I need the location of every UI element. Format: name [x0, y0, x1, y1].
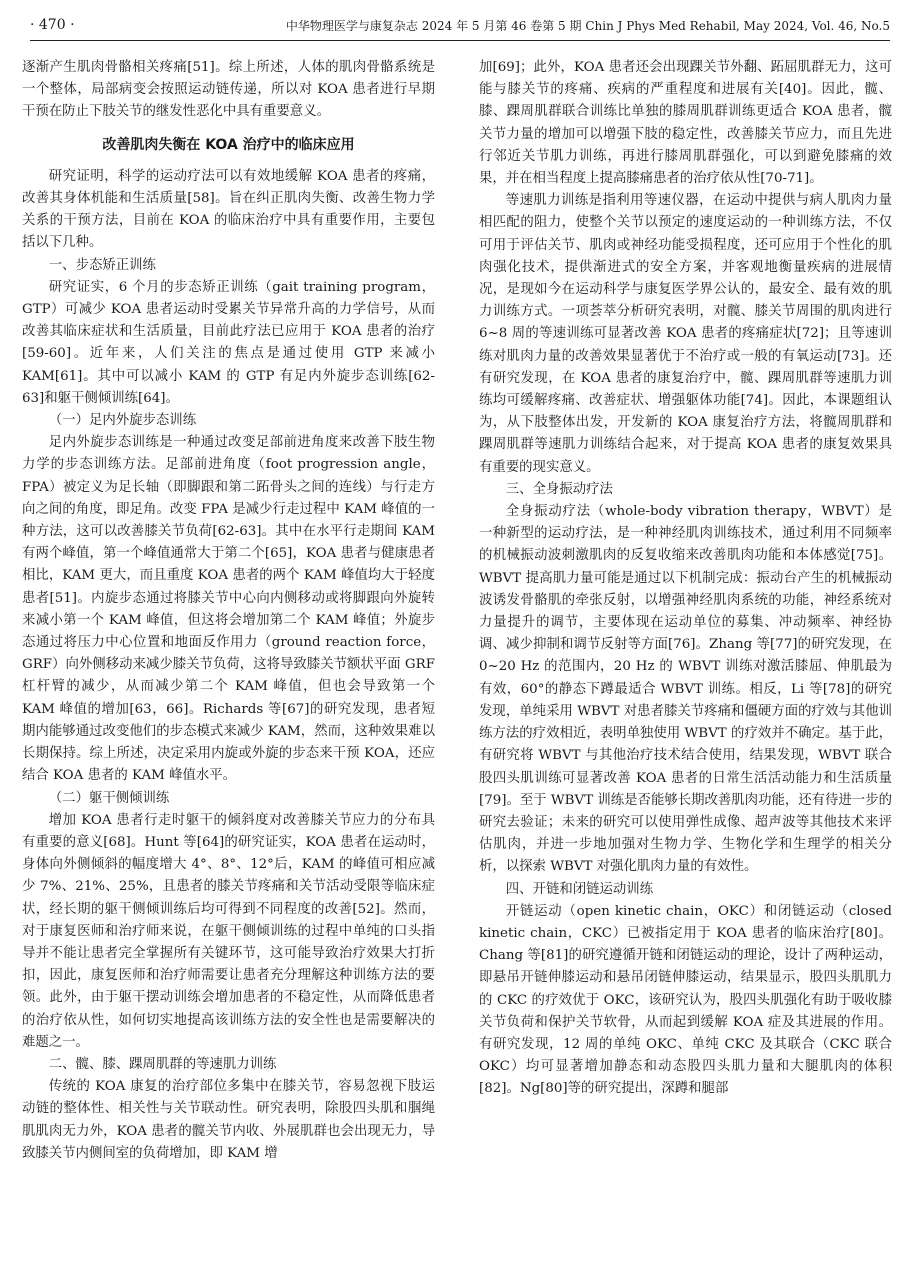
paragraph: 足内外旋步态训练是一种通过改变足部前进角度来改善下肢生物力学的步态训练方法。足部前进角度（foot progression angle，FPA）被定义为足长轴（即脚跟和第二跖骨头之间的连线）与行走方向之间的角度，即足角。改变 FPA 是减少行走过程中 KAM 峰值的一种方法，这可以改善膝关节负荷[62-63]。其中在水平行走期间 KAM 有两个峰值，第一个峰值通常大于第二个[65]，KOA 患者与健康患者相比，KAM 更大，而且重度 KOA 患者的两个 KAM 峰值均大于轻度患者[51]。内旋步态通过将膝关节中心向内侧移动或将脚跟向外旋转来减小第一个 KAM 峰值，但这将会增加第二个 KAM 峰值；外旋步态通过将压力中心位置和地面反作用力（ground reaction force，GRF）向外侧移动来减少膝关节负荷，这将导致膝关节额状平面 GRF 杠杆臂的减少，从而减少第二个 KAM 峰值，但也会导致第一个 KAM 峰值的增加[63，66]。Richards 等[67]的研究发现，患者短期内能够通过改变他们的步态模式来减少 KAM，然而，这种效果难以长期保持。综上所述，决定采用内旋或外旋的步态来干预 KOA，还应结合 KOA 患者的 KAM 峰值水平。: [22, 435, 435, 784]
section-title: 改善肌肉失衡在 KOA 治疗中的临床应用: [102, 136, 355, 153]
paragraph: 全身振动疗法（whole-body vibration therapy，WBVT）是一种新型的运动疗法，是一种神经肌肉训练技术，通过利用不同频率的机械振动波刺激肌肉的反复收缩来改善肌肉功能和本体感觉[75]。WBVT 提高肌力量可能是通过以下机制完成：振动台产生的机械振动波诱发骨骼肌的牵张反射，以增强神经肌肉系统的功能，神经系统对力量提升的调节，主要体现在运动单位的募集、冲动频率、神经协调、减少抑制和调节反射等方面[76]。Zhang 等[77]的研究发现，在 0~20 Hz 的范围内，20 Hz 的 WBVT 训练对激活膝屈、伸肌最为有效，60°的静态下蹲最适合 WBVT 训练。相反，Li 等[78]的研究发现，单纯采用 WBVT 对患者膝关节疼痛和僵硬方面的疗效与其他训练方法的疗效相近，表明单独使用 WBVT 的疗效并不确定。基于此，有研究将 WBVT 与其他治疗技术结合使用，结果发现，WBVT 联合股四头肌训练可显著改善 KOA 患者的日常生活活动能力和生活质量[79]。至于 WBVT 训练是否能够长期改善肌肉功能，还有待进一步的研究去验证；未来的研究可以使用弹性成像、超声波等其他技术来评估肌肉，并进一步地加强对生物力学、生物化学和生理学的相关分析，以探索 WBVT 对强化肌肉力量的有效性。: [479, 504, 892, 875]
paragraph: 开链运动（open kinetic chain，OKC）和闭链运动（closed kinetic chain，CKC）已被指定用于 KOA 患者的临床治疗[80]。Chang 等[81]的研究遵循开链和闭链运动的理论，设计了两种运动，即悬吊开链伸膝运动和悬吊闭链伸膝运动，结果显示，股四头肌肌力的 CKC 的疗效优于 OKC，该研究认为，股四头肌强化有助于吸收膝关节负荷和保护关节软骨，从而起到缓解 KOA 症及其进展的作用。有研究发现，12 周的单纯 OKC、单纯 CKC 及其联合（CKC 联合 OKC）均可显著增加静态和动态股四头肌力量和大腿肌肉的体积[82]。Ng[80]等的研究提出，深蹲和腿部: [479, 903, 892, 1097]
paragraph: 加[69]；此外，KOA 患者还会出现踝关节外翻、跖屈肌群无力，这可能与膝关节的疼痛、疾病的严重程度和进展有关[40]。因此，髋、膝、踝周肌群联合训练比单独的膝周肌群训练更适合 KOA 患者，髋关节力量的增加可以增强下肢的稳定性，改善膝关节应力，而且先进行邻近关节肌力训练，再进行膝周肌群强化，可以到避免膝痛的效果，并在相当程度上提高膝痛患者的治疗依从性[70-71]。: [479, 60, 892, 187]
subsubsection-heading-trunk: （二）躯干侧倾训练: [48, 790, 170, 806]
right-column: [479, 57, 892, 1269]
left-column: [22, 57, 435, 1269]
subsubsection-heading-foot: （一）足内外旋步态训练: [48, 413, 197, 429]
paragraph: 等速肌力训练是指利用等速仪器，在运动中提供与病人肌肉力量相匹配的阻力，使整个关节以预定的速度运动的一种训练方法，不仅可用于评估关节、肌肉或神经功能受损程度，还可应用于个性化的肌肉强化技术，提供渐进式的安全方案，并客观地衡量疾病的进展情况，是现如今在运动科学与康复医学界公认的，最安全、最有效的肌力训练方式。一项荟萃分析研究表明，对髋、膝关节周围的肌肉进行 6~8 周的等速训练可显著改善 KOA 患者的疼痛症状[72]；且等速训练对肌肉力量的改善效果显著优于不治疗或一般的有氧运动[73]。还有研究发现，在 KOA 患者的康复治疗中，髋、踝周肌群等速肌力训练均可缓解疼痛、改善症状、增强躯体功能[74]。因此，本课题组认为，从下肢整体出发，开发新的 KOA 康复治疗方法，将髋周肌群和踝周肌群等速肌力训练结合起来，对于提高 KOA 患者的康复效果具有重要的现实意义。: [479, 193, 892, 475]
page-number: · 470 ·: [30, 17, 75, 33]
journal-running-head: 中华物理医学与康复杂志 2024 年 5 月第 46 卷第 5 期 Chin J Phys Med Rehabil, May 2024, Vol. 46, No.5: [285, 18, 890, 33]
subsection-heading-kinetic-chain: 四、开链和闭链运动训练: [505, 881, 654, 897]
paragraph: 研究证明，科学的运动疗法可以有效地缓解 KOA 患者的疼痛，改善其身体机能和生活质量[58]。旨在纠正肌肉失衡、改善生物力学关系的干预方法，目前在 KOA 的临床治疗中具有重要作用，主要包括以下几种。: [22, 168, 435, 251]
paragraph: 研究证实，6 个月的步态矫正训练（gait training program，GTP）可减少 KOA 患者运动时受累关节异常升高的力学信号，从而改善其临床症状和生活质量，目前此疗法已应用于 KOA 患者的治疗[59-60]。近年来，人们关注的焦点是通过使用 GTP 来减小 KAM[61]。其中可以减小 KAM 的 GTP 有足内外旋步态训练[62-63]和躯干侧倾训练[64]。: [22, 279, 435, 406]
subsection-heading-gait: 一、步态矫正训练: [48, 257, 156, 273]
page-header: [30, 10, 890, 41]
paragraph: 增加 KOA 患者行走时躯干的倾斜度对改善膝关节应力的分布具有重要的意义[68]。Hunt 等[64]的研究证实，KOA 患者在运动时，身体向外侧倾斜的幅度增大 4°、8°、12°后，KAM 的峰值可相应减少 7%、21%、25%，且患者的膝关节疼痛和关节活动受限等临床症状，经长期的躯干侧倾训练后均可得到不同程度的改善[52]。然而，对于康复医师和治疗师来说，在躯干侧倾训练的过程中单纯的口头指导并不能让患者完全掌握所有关键环节，这可能导致治疗效果大打折扣，因此，康复医师和治疗师需要让患者充分理解这种训练方法的要领。此外，由于躯干摆动训练会增加患者的不稳定性，从而降低患者的治疗依从性，如何切实地提高该训练方法的安全性也是需要解决的难题之一。: [22, 812, 435, 1050]
paragraph: 逐渐产生肌肉骨骼相关疼痛[51]。综上所述，人体的肌肉骨骼系统是一个整体，局部病变会按照运动链传递，所以对 KOA 患者进行早期干预在防止下肢关节的继发性恶化中具有重要意义。: [22, 60, 435, 120]
subsection-heading-isokinetic: 二、髋、膝、踝周肌群的等速肌力训练: [48, 1056, 277, 1072]
subsection-heading-wbvt: 三、全身振动疗法: [505, 481, 613, 497]
paragraph: 传统的 KOA 康复的治疗部位多集中在膝关节，容易忽视下肢运动链的整体性、相关性与关节联动性。研究表明，除股四头肌和腘绳肌肌肉无力外，KOA 患者的髋关节内收、外展肌群也会出现无力，导致膝关节内侧间室的负荷增加，即 KAM 增: [22, 1079, 435, 1161]
